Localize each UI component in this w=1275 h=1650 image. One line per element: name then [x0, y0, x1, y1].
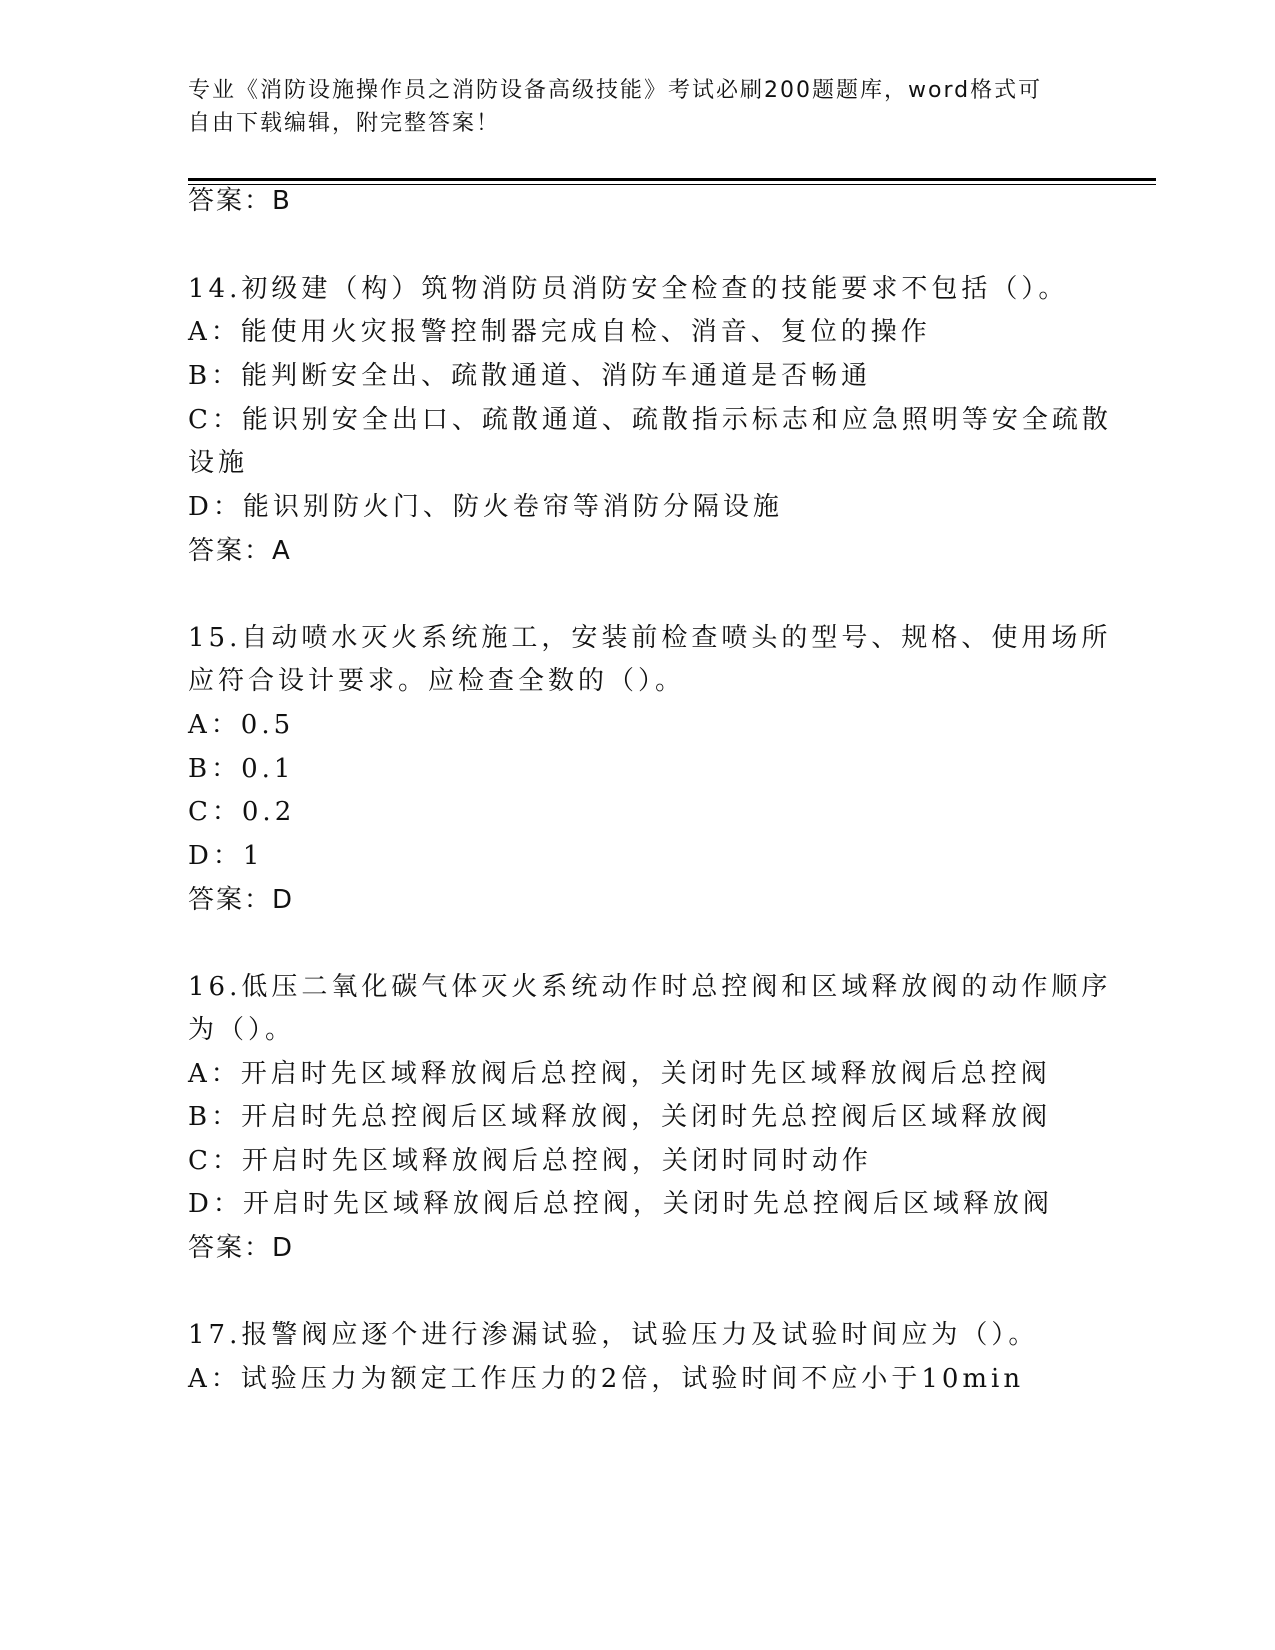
question-14-option-d: D：能识别防火门、防火卷帘等消防分隔设施 [188, 492, 783, 522]
question-14-option-a: A：能使用火灾报警控制器完成自检、消音、复位的操作 [188, 317, 931, 347]
question-14-option-c: C：能识别安全出口、疏散通道、疏散指示标志和应急照明等安全疏散 [188, 405, 1112, 435]
question-14-option-b: B：能判断安全出、疏散通道、消防车通道是否畅通 [188, 361, 872, 391]
question-15-stem-cont: 应符合设计要求。应检查全数的（）。 [188, 666, 686, 696]
header-line-2: 自由下载编辑，附完整答案！ [188, 111, 501, 136]
question-17-stem: 17.报警阀应逐个进行渗漏试验，试验压力及试验时间应为（）。 [188, 1320, 1039, 1350]
header-divider-thin [188, 184, 1156, 185]
question-16-option-c: C：开启时先区域释放阀后总控阀，关闭时同时动作 [188, 1146, 872, 1176]
question-16-answer: 答案：D [188, 1233, 295, 1263]
question-15-answer: 答案：D [188, 885, 295, 915]
question-14-option-c-cont: 设施 [188, 448, 249, 478]
question-16-option-b: B：开启时先总控阀后区域释放阀，关闭时先总控阀后区域释放阀 [188, 1102, 1052, 1132]
question-15-option-a: A：0.5 [188, 710, 295, 740]
document-header [188, 74, 1088, 140]
question-16-option-d: D：开启时先区域释放阀后总控阀，关闭时先总控阀后区域释放阀 [188, 1189, 1053, 1219]
question-15-option-d: D：1 [188, 841, 264, 871]
previous-answer: 答案：B [188, 186, 292, 216]
header-line-1: 专业《消防设施操作员之消防设备高级技能》考试必刷200题题库，word格式可 [188, 78, 1043, 103]
header-divider-thick [188, 178, 1156, 181]
question-14-stem: 14.初级建（构）筑物消防员消防安全检查的技能要求不包括（）。 [188, 274, 1069, 304]
question-14-answer: 答案：A [188, 536, 292, 566]
question-16-stem: 16.低压二氧化碳气体灭火系统动作时总控阀和区域释放阀的动作顺序 [188, 972, 1112, 1002]
question-15-option-c: C：0.2 [188, 797, 296, 827]
question-15-option-b: B：0.1 [188, 754, 295, 784]
question-15-stem: 15.自动喷水灭火系统施工，安装前检查喷头的型号、规格、使用场所 [188, 623, 1112, 653]
question-16-option-a: A：开启时先区域释放阀后总控阀，关闭时先区域释放阀后总控阀 [188, 1059, 1051, 1089]
question-17-option-a: A：试验压力为额定工作压力的2倍，试验时间不应小于10min [188, 1364, 1025, 1394]
question-16-stem-cont: 为（）。 [188, 1015, 296, 1045]
